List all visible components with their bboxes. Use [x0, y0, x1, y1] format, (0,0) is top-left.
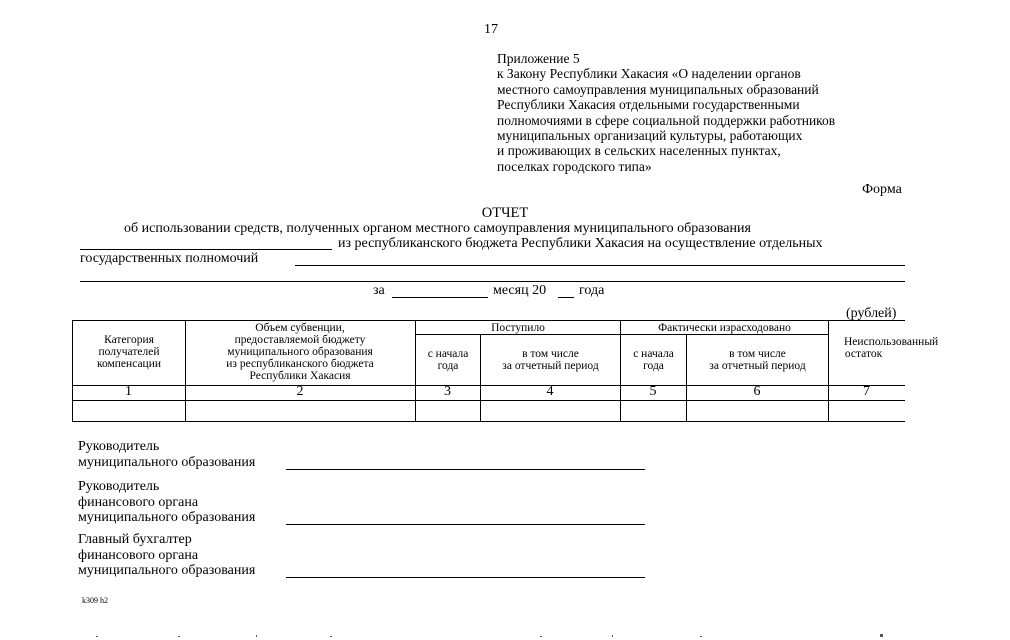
header-text: за отчетный период [709, 360, 806, 372]
signature-title: муниципального образования [78, 563, 256, 578]
signature-line-finance[interactable] [286, 524, 645, 525]
appendix-line: муниципальных организаций культуры, работающих [497, 128, 803, 144]
col-header-subvention [187, 322, 413, 382]
signature-line-head[interactable] [286, 469, 645, 470]
appendix-line: местного самоуправления муниципальных образований [497, 81, 819, 97]
signature-head [78, 439, 255, 470]
col-number: 7 [863, 384, 870, 399]
header-text: года [643, 360, 664, 372]
header-text: остаток [844, 348, 883, 360]
col-header-spent-ytd [621, 348, 686, 372]
header-text: с начала [633, 348, 674, 360]
appendix-line: и проживающих в сельских населенных пунктах, [497, 143, 781, 159]
appendix-line: поселках городского типа» [497, 158, 652, 174]
col-number: 6 [753, 384, 761, 399]
signature-title: муниципального образования [78, 510, 256, 525]
appendix-line: Приложение 5 [497, 51, 580, 66]
signature-title: муниципального образования [78, 454, 256, 470]
header-text: получателей [98, 346, 160, 358]
signature-title: финансового органа [78, 494, 199, 510]
signature-title: Главный бухгалтер [78, 532, 192, 547]
report-title: ОТЧЕТ [481, 205, 529, 221]
header-text: предоставляемой бюджету [234, 334, 366, 346]
header-text: года [437, 360, 459, 372]
signature-title: Руководитель [78, 439, 160, 454]
page-number: 17 [484, 22, 498, 37]
form-label: Форма [862, 182, 902, 197]
header-text: с начала [427, 348, 469, 360]
scan-artifacts [0, 632, 905, 640]
signature-title: финансового органа [78, 547, 199, 563]
header-text: Объем субвенции, [255, 322, 345, 334]
group-header-received: Поступило [491, 322, 545, 334]
units-label: (рублей) [846, 306, 897, 321]
col-number: 2 [296, 384, 304, 399]
signature-finance-head [78, 479, 255, 526]
col-header-received-period [481, 348, 620, 372]
report-subtitle-line2: из республиканского бюджета Республики Хакасия на осуществление отдельных [338, 236, 823, 251]
group-header-spent: Фактически израсходовано [658, 322, 791, 334]
col-header-received-ytd [416, 348, 480, 372]
header-text: за отчетный период [502, 360, 599, 372]
appendix-line: Республики Хакасия отдельными государственными [497, 97, 800, 113]
period-za: за [373, 283, 385, 298]
period-month: месяц 20 [493, 283, 547, 298]
header-text: из республиканского бюджета [226, 358, 374, 370]
col-header-unused-balance [830, 336, 939, 360]
appendix-line: к Закону Республики Хакасия «О наделении органов [497, 66, 801, 82]
header-text: компенсации [96, 358, 162, 370]
header-text: Категория [104, 334, 154, 346]
col-header-category [74, 334, 184, 370]
header-text: Республики Хакасия [249, 370, 351, 382]
signature-title: Руководитель [78, 479, 160, 494]
header-text: муниципального образования [227, 346, 373, 358]
col-header-spent-period [687, 348, 828, 372]
report-subtitle-line3: государственных полномочий [80, 251, 259, 266]
col-number: 4 [546, 384, 554, 399]
col-number: 1 [125, 384, 132, 399]
table-row[interactable] [73, 401, 905, 421]
signature-line-accountant[interactable] [286, 577, 645, 578]
period-year: года [579, 283, 605, 298]
document-code: k309 h2 [82, 596, 108, 605]
col-number: 5 [649, 384, 657, 399]
appendix-line: полномочиями в сфере социальной поддержки работников [497, 112, 836, 128]
report-subtitle-line1: об использовании средств, полученных органом местного самоуправления муниципального образования [124, 221, 751, 236]
header-text: в том числе [522, 348, 579, 360]
signature-accountant [78, 532, 255, 579]
col-number: 3 [444, 384, 451, 399]
header-text: в том числе [729, 348, 786, 360]
header-text: Неиспользованный [844, 336, 939, 348]
